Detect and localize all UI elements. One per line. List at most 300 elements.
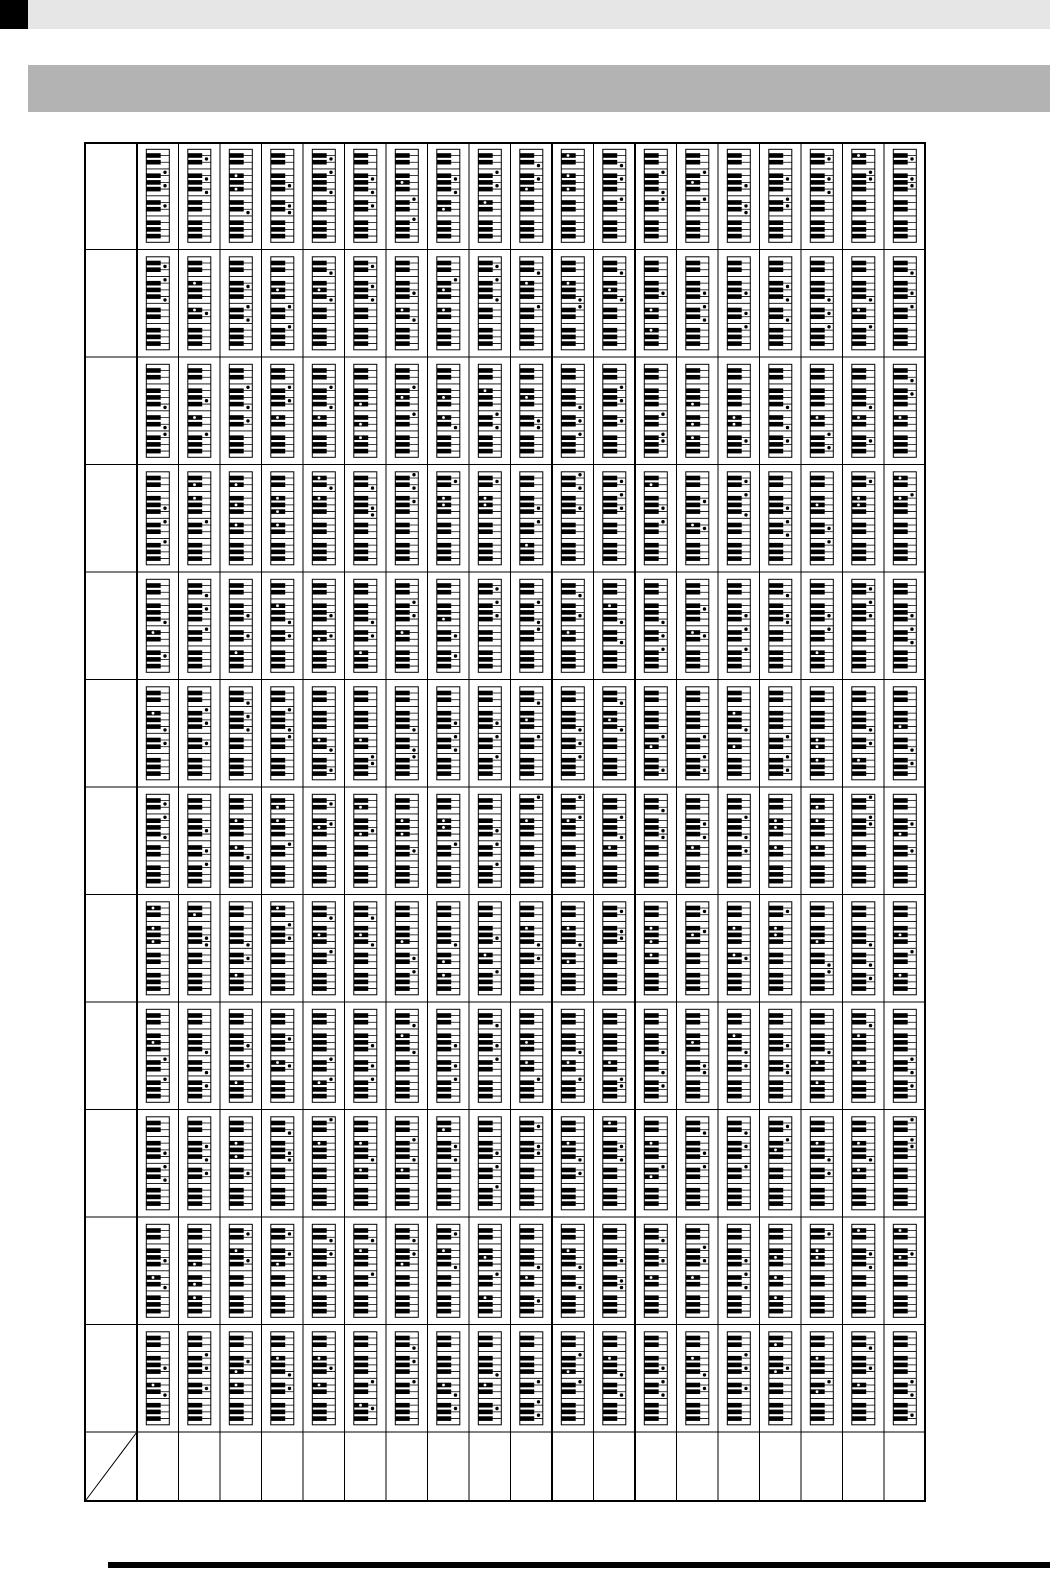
keyboard-chord-diagram-icon — [520, 902, 543, 995]
chord-marker-dot — [910, 177, 913, 180]
black-key — [520, 503, 534, 508]
black-key — [271, 845, 285, 850]
black-key — [437, 422, 451, 427]
black-key — [354, 630, 368, 635]
chord-marker-dot — [163, 265, 166, 268]
black-key — [852, 986, 866, 991]
black-key — [312, 335, 326, 340]
black-key — [478, 980, 492, 985]
black-key — [727, 1040, 741, 1045]
black-key — [146, 281, 160, 286]
keyboard-chord-diagram-icon — [769, 1009, 792, 1102]
black-key — [727, 496, 741, 501]
chord-marker-dot — [412, 318, 415, 321]
black-key — [437, 939, 451, 944]
black-key — [354, 879, 368, 884]
black-key — [603, 1067, 617, 1072]
chord-marker-dot — [288, 937, 291, 940]
chord-marker-dot — [578, 298, 581, 301]
chord-marker-dot — [620, 480, 623, 483]
black-key — [893, 261, 907, 266]
chord-marker-dot — [483, 953, 486, 956]
black-key — [644, 1060, 658, 1065]
black-key — [188, 973, 202, 978]
black-key — [146, 879, 160, 884]
black-key — [769, 637, 783, 642]
black-key — [437, 556, 451, 561]
black-key — [727, 650, 741, 655]
keyboard-chord-diagram-icon — [727, 579, 750, 672]
black-key — [271, 718, 285, 723]
chord-marker-dot — [454, 748, 457, 751]
black-key — [395, 610, 409, 615]
black-key — [188, 657, 202, 662]
black-key — [437, 1094, 451, 1099]
black-key — [354, 610, 368, 615]
black-key — [354, 973, 368, 978]
black-key — [146, 845, 160, 850]
black-key — [561, 617, 575, 622]
chord-marker-dot — [205, 191, 208, 194]
chord-marker-dot — [869, 480, 872, 483]
keyboard-chord-diagram-icon — [893, 579, 916, 672]
black-key — [354, 1188, 368, 1193]
black-key — [893, 583, 907, 588]
black-key — [395, 825, 409, 830]
chord-marker-dot — [151, 940, 154, 943]
black-key — [271, 933, 285, 938]
black-key — [146, 718, 160, 723]
black-key — [520, 630, 534, 635]
black-key — [354, 798, 368, 803]
chord-marker-dot — [246, 634, 249, 637]
black-key — [769, 173, 783, 178]
keyboard-chord-diagram-icon — [603, 687, 626, 780]
black-key — [188, 368, 202, 373]
black-key — [893, 939, 907, 944]
keyboard-chord-diagram-icon — [893, 902, 916, 995]
black-key — [810, 422, 824, 427]
chord-marker-dot — [288, 184, 291, 187]
keyboard-chord-diagram-icon — [852, 794, 875, 887]
chord-marker-dot — [205, 177, 208, 180]
black-key — [395, 738, 409, 743]
black-key — [769, 650, 783, 655]
black-key — [478, 415, 492, 420]
black-key — [686, 395, 700, 400]
chord-marker-dot — [537, 601, 540, 604]
keyboard-chord-diagram-icon — [561, 364, 584, 457]
black-key — [229, 1040, 243, 1045]
keyboard-chord-diagram-icon — [769, 687, 792, 780]
keyboard-chord-diagram-icon — [437, 794, 460, 887]
black-key — [561, 523, 575, 528]
black-key — [354, 234, 368, 239]
black-key — [229, 180, 243, 185]
black-key — [271, 281, 285, 286]
black-key — [478, 153, 492, 158]
black-key — [644, 227, 658, 232]
black-key — [561, 865, 575, 870]
chord-marker-dot — [815, 940, 818, 943]
chord-marker-dot — [276, 906, 279, 909]
black-key — [603, 234, 617, 239]
chord-marker-dot — [566, 154, 569, 157]
black-key — [395, 865, 409, 870]
chord-marker-dot — [537, 943, 540, 946]
black-key — [603, 187, 617, 192]
black-key — [893, 818, 907, 823]
black-key — [478, 724, 492, 729]
black-key — [229, 550, 243, 555]
black-key — [644, 590, 658, 595]
black-key — [354, 227, 368, 232]
chord-marker-dot — [442, 288, 445, 291]
black-key — [520, 1094, 534, 1099]
black-key — [769, 328, 783, 333]
keyboard-chord-diagram-icon — [603, 579, 626, 672]
black-key — [561, 832, 575, 837]
black-key — [271, 1121, 285, 1126]
chord-chart-table — [84, 142, 926, 1502]
black-key — [561, 234, 575, 239]
chord-marker-dot — [857, 759, 860, 762]
chord-marker-dot — [744, 312, 747, 315]
black-key — [893, 906, 907, 911]
keyboard-chord-diagram-icon — [644, 794, 667, 887]
chord-marker-dot — [732, 745, 735, 748]
black-key — [188, 388, 202, 393]
black-key — [437, 718, 451, 723]
black-key — [146, 328, 160, 333]
chord-marker-dot — [495, 755, 498, 758]
black-key — [312, 509, 326, 514]
black-key — [603, 543, 617, 548]
black-key — [312, 341, 326, 346]
black-key — [354, 220, 368, 225]
black-key — [437, 402, 451, 407]
chord-marker-dot — [827, 628, 830, 631]
black-key — [146, 933, 160, 938]
black-key — [769, 341, 783, 346]
black-key — [271, 556, 285, 561]
chord-marker-dot — [246, 386, 249, 389]
black-key — [603, 980, 617, 985]
chord-marker-dot — [163, 426, 166, 429]
black-key — [395, 603, 409, 608]
chord-marker-dot — [827, 157, 830, 160]
black-key — [229, 529, 243, 534]
chord-marker-dot — [495, 426, 498, 429]
black-key — [810, 449, 824, 454]
black-key — [478, 529, 492, 534]
black-key — [229, 1168, 243, 1173]
keyboard-chord-diagram-icon — [893, 149, 916, 242]
black-key — [561, 328, 575, 333]
black-key — [603, 865, 617, 870]
black-key — [769, 395, 783, 400]
black-key — [146, 261, 160, 266]
keyboard-chord-diagram-icon — [520, 149, 543, 242]
black-key — [769, 422, 783, 427]
black-key — [893, 335, 907, 340]
black-key — [146, 1087, 160, 1092]
black-key — [810, 476, 824, 481]
black-key — [893, 294, 907, 299]
black-key — [769, 476, 783, 481]
black-key — [893, 328, 907, 333]
black-key — [354, 953, 368, 958]
chord-marker-dot — [288, 1152, 291, 1155]
chord-marker-dot — [578, 1078, 581, 1081]
chord-marker-dot — [276, 497, 279, 500]
black-key — [810, 388, 824, 393]
black-key — [852, 442, 866, 447]
black-key — [603, 765, 617, 770]
black-key — [727, 476, 741, 481]
black-key — [561, 724, 575, 729]
black-key — [561, 375, 575, 380]
black-key — [893, 435, 907, 440]
black-key — [395, 691, 409, 696]
chord-marker-dot — [234, 1155, 237, 1158]
keyboard-chord-diagram-icon — [561, 687, 584, 780]
black-key — [271, 664, 285, 669]
chord-marker-dot — [193, 483, 196, 486]
black-key — [520, 691, 534, 696]
chord-marker-dot — [359, 423, 362, 426]
black-key — [354, 368, 368, 373]
chord-marker-dot — [786, 426, 789, 429]
black-key — [478, 328, 492, 333]
black-key — [146, 395, 160, 400]
keyboard-chord-diagram-icon — [603, 364, 626, 457]
black-key — [312, 980, 326, 985]
black-key — [686, 697, 700, 702]
keyboard-chord-diagram-icon — [437, 472, 460, 565]
black-key — [852, 583, 866, 588]
black-key — [852, 1094, 866, 1099]
chord-marker-dot — [288, 211, 291, 214]
black-key — [686, 738, 700, 743]
black-key — [769, 523, 783, 528]
black-key — [810, 832, 824, 837]
black-key — [644, 718, 658, 723]
black-key — [520, 1087, 534, 1092]
black-key — [686, 744, 700, 749]
black-key — [395, 1094, 409, 1099]
black-key — [146, 402, 160, 407]
black-key — [644, 1020, 658, 1025]
black-key — [686, 818, 700, 823]
black-key — [354, 664, 368, 669]
black-key — [561, 503, 575, 508]
black-key — [312, 906, 326, 911]
black-key — [312, 1094, 326, 1099]
black-key — [644, 845, 658, 850]
black-key — [893, 980, 907, 985]
chord-marker-dot — [371, 755, 374, 758]
black-key — [852, 476, 866, 481]
black-key — [271, 1013, 285, 1018]
black-key — [354, 503, 368, 508]
keyboard-chord-diagram-icon — [686, 794, 709, 887]
black-key — [271, 637, 285, 642]
chord-marker-dot — [400, 819, 403, 822]
black-key — [395, 153, 409, 158]
black-key — [354, 1174, 368, 1179]
black-key — [437, 724, 451, 729]
black-key — [354, 496, 368, 501]
black-key — [686, 865, 700, 870]
keyboard-chord-diagram-icon — [852, 149, 875, 242]
black-key — [229, 449, 243, 454]
black-key — [437, 200, 451, 205]
black-key — [229, 583, 243, 588]
chord-marker-dot — [163, 406, 166, 409]
black-key — [769, 832, 783, 837]
black-key — [354, 261, 368, 266]
keyboard-chord-diagram-icon — [810, 794, 833, 887]
black-key — [229, 261, 243, 266]
black-key — [437, 832, 451, 837]
keyboard-chord-diagram-icon — [810, 149, 833, 242]
black-key — [769, 610, 783, 615]
black-key — [852, 523, 866, 528]
black-key — [561, 227, 575, 232]
black-key — [354, 288, 368, 293]
black-key — [769, 529, 783, 534]
chord-marker-dot — [246, 1172, 249, 1175]
black-key — [520, 328, 534, 333]
black-key — [312, 610, 326, 615]
chord-marker-dot — [288, 204, 291, 207]
black-key — [395, 798, 409, 803]
black-key — [520, 583, 534, 588]
black-key — [769, 711, 783, 716]
black-key — [686, 926, 700, 931]
chord-marker-dot — [744, 648, 747, 651]
black-key — [561, 556, 575, 561]
chord-marker-dot — [205, 1158, 208, 1161]
black-key — [395, 261, 409, 266]
keyboard-chord-diagram-icon — [271, 579, 294, 672]
chord-marker-dot — [163, 621, 166, 624]
black-key — [188, 1127, 202, 1132]
chord-marker-dot — [288, 325, 291, 328]
black-key — [686, 281, 700, 286]
black-key — [271, 308, 285, 313]
black-key — [478, 335, 492, 340]
black-key — [312, 422, 326, 427]
black-key — [229, 738, 243, 743]
black-key — [312, 482, 326, 487]
black-key — [395, 375, 409, 380]
black-key — [437, 865, 451, 870]
black-key — [644, 1087, 658, 1092]
chord-marker-dot — [234, 974, 237, 977]
black-key — [603, 435, 617, 440]
black-key — [146, 798, 160, 803]
chord-marker-dot — [649, 745, 652, 748]
black-key — [727, 1087, 741, 1092]
chord-marker-dot — [454, 191, 457, 194]
black-key — [188, 1094, 202, 1099]
black-key — [188, 509, 202, 514]
chord-marker-dot — [371, 513, 374, 516]
black-key — [146, 1121, 160, 1126]
black-key — [603, 482, 617, 487]
black-key — [478, 603, 492, 608]
black-key — [354, 691, 368, 696]
chord-marker-dot — [329, 1118, 332, 1121]
black-key — [395, 959, 409, 964]
chord-marker-dot — [857, 503, 860, 506]
black-key — [229, 711, 243, 716]
black-key — [810, 160, 824, 165]
chord-marker-dot — [246, 943, 249, 946]
chord-marker-dot — [537, 957, 540, 960]
black-key — [520, 207, 534, 212]
keyboard-chord-diagram-icon — [769, 579, 792, 672]
black-key — [312, 267, 326, 272]
keyboard-chord-diagram-icon — [146, 1117, 169, 1210]
chord-marker-dot — [537, 796, 540, 799]
keyboard-chord-diagram-icon — [146, 902, 169, 995]
keyboard-chord-diagram-icon — [561, 902, 584, 995]
black-key — [727, 980, 741, 985]
black-key — [229, 1188, 243, 1193]
black-key — [188, 718, 202, 723]
black-key — [769, 200, 783, 205]
chord-marker-dot — [857, 416, 860, 419]
black-key — [229, 1127, 243, 1132]
black-key — [561, 335, 575, 340]
black-key — [229, 865, 243, 870]
black-key — [520, 220, 534, 225]
chord-marker-dot — [537, 271, 540, 274]
black-key — [810, 543, 824, 548]
chord-marker-dot — [412, 413, 415, 416]
black-key — [727, 1060, 741, 1065]
black-key — [146, 959, 160, 964]
black-key — [437, 1013, 451, 1018]
black-key — [146, 482, 160, 487]
black-key — [395, 341, 409, 346]
black-key — [188, 959, 202, 964]
black-key — [561, 912, 575, 917]
chord-marker-dot — [910, 628, 913, 631]
black-key — [810, 637, 824, 642]
black-key — [354, 449, 368, 454]
black-key — [893, 637, 907, 642]
chord-marker-dot — [495, 863, 498, 866]
black-key — [312, 220, 326, 225]
chord-marker-dot — [276, 510, 279, 513]
chord-marker-dot — [620, 198, 623, 201]
black-key — [354, 1067, 368, 1072]
chord-marker-dot — [371, 177, 374, 180]
black-key — [852, 375, 866, 380]
chord-marker-dot — [566, 282, 569, 285]
black-key — [520, 603, 534, 608]
black-key — [312, 865, 326, 870]
black-key — [893, 1047, 907, 1052]
black-key — [229, 328, 243, 333]
black-key — [769, 503, 783, 508]
chord-marker-dot — [869, 816, 872, 819]
black-key — [893, 509, 907, 514]
